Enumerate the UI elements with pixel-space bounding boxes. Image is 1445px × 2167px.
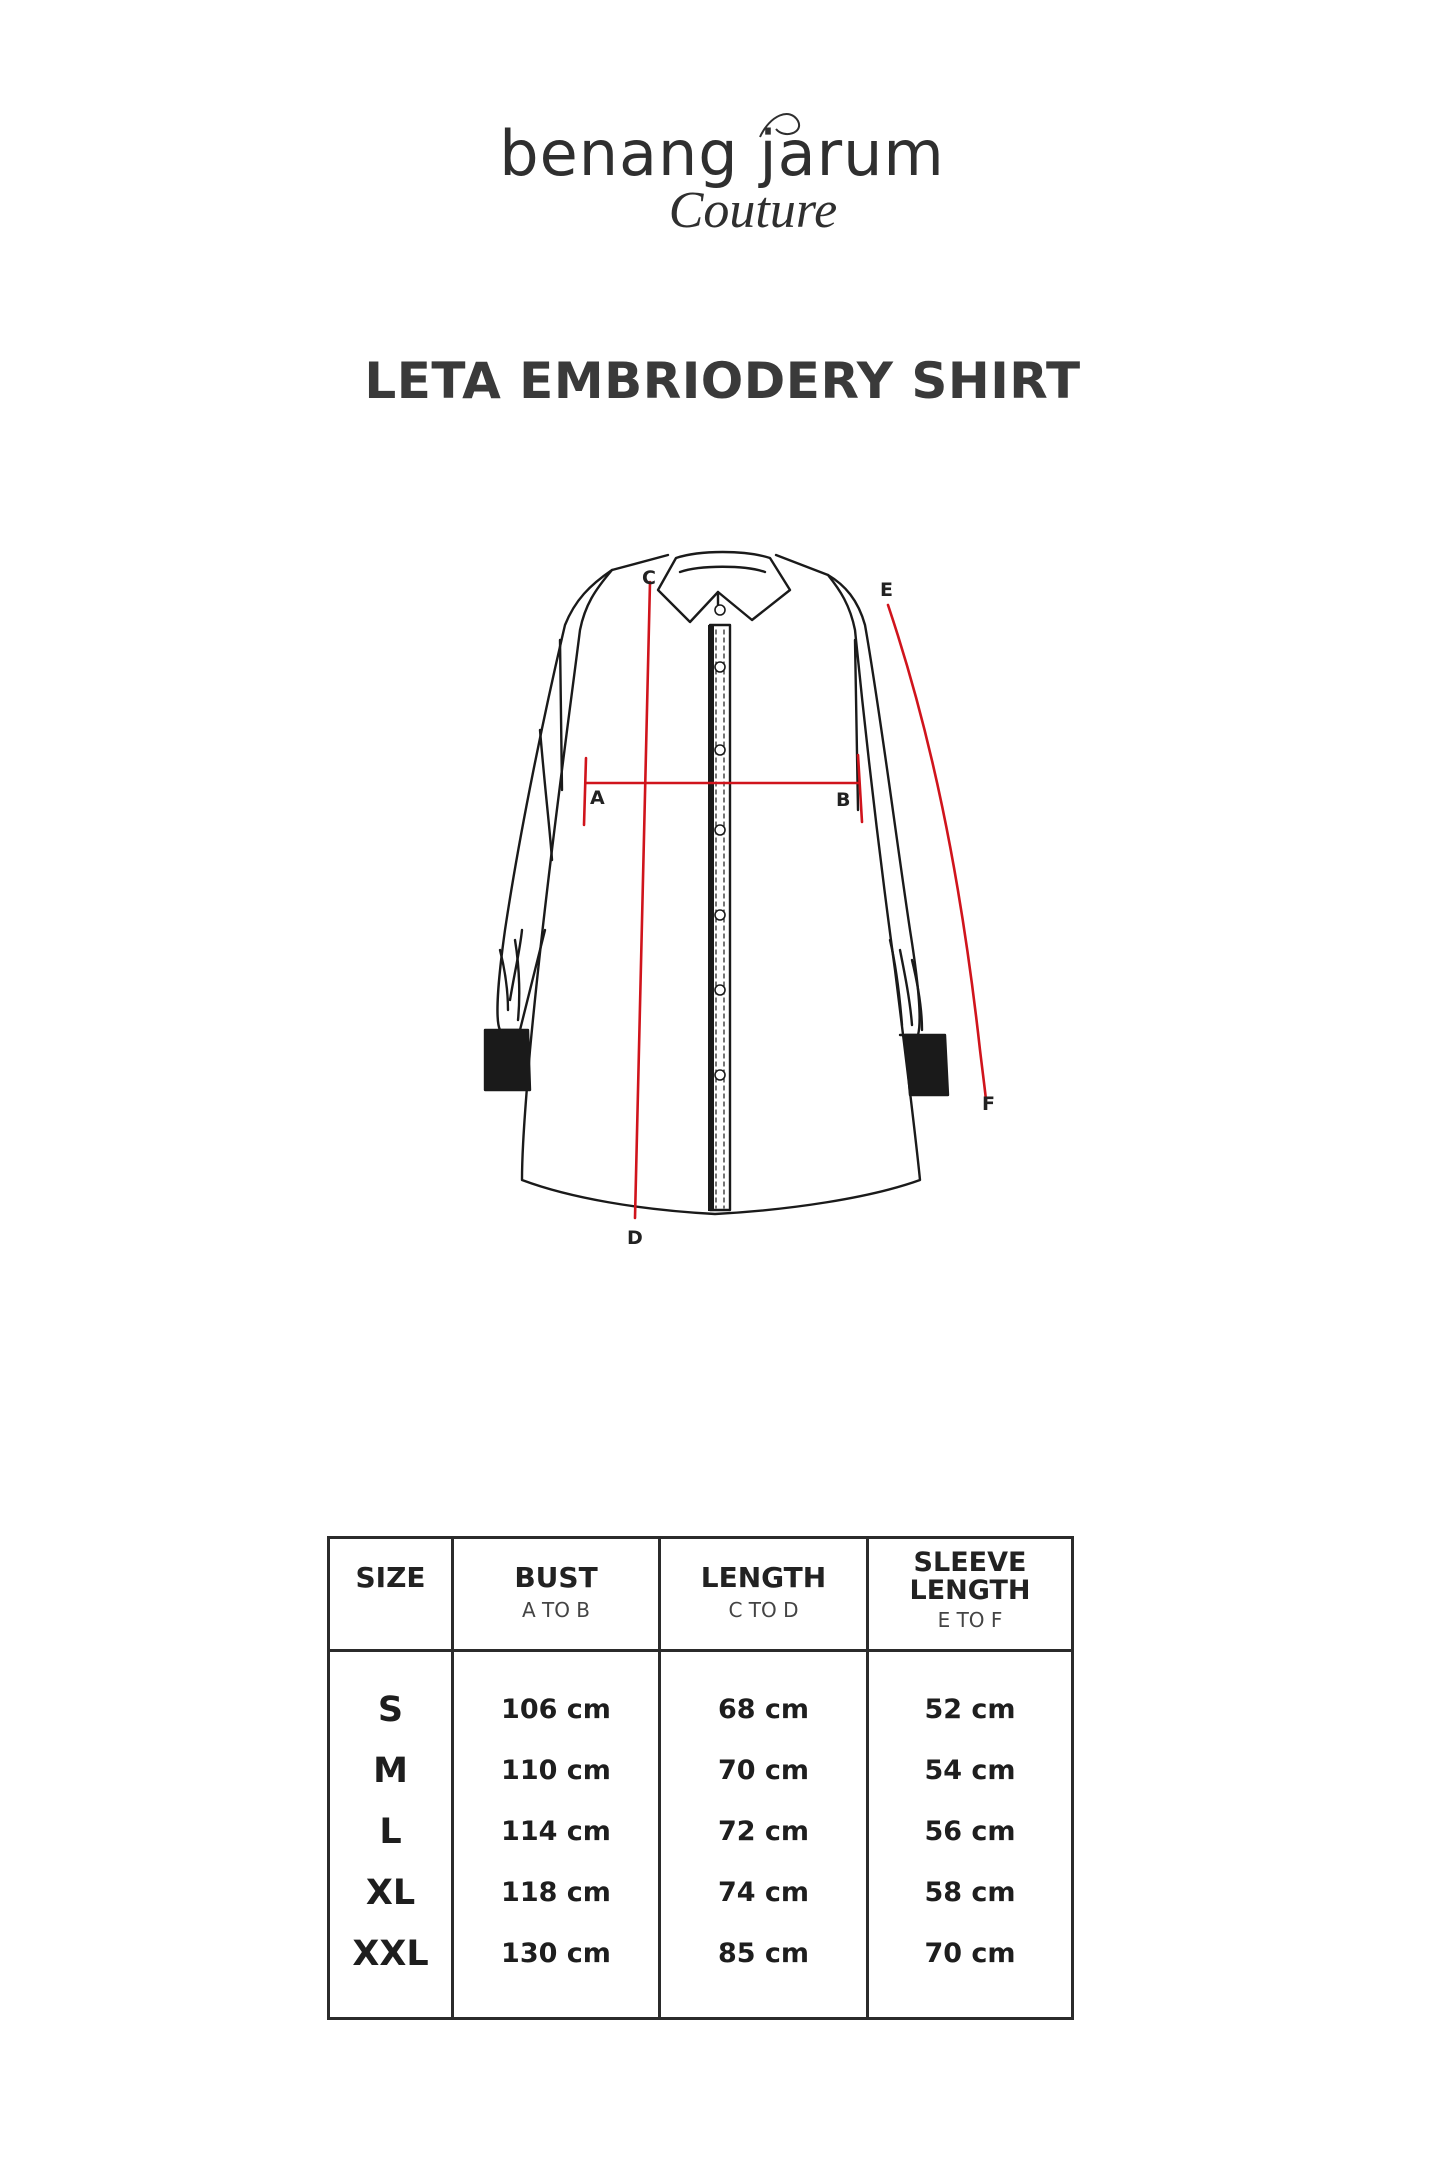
point-label-a: A — [590, 787, 605, 809]
point-label-b: B — [836, 789, 851, 811]
size-cell: M — [373, 1750, 408, 1791]
sleeve-cell: 58 cm — [924, 1877, 1016, 1908]
size-cell: S — [377, 1689, 404, 1730]
point-label-f: F — [982, 1093, 995, 1115]
measure-lines — [584, 582, 986, 1218]
header-bust-label: BUST — [514, 1561, 598, 1594]
header-size-label: SIZE — [355, 1561, 426, 1594]
size-cell: XXL — [352, 1933, 429, 1974]
header-sleeve-sub: E TO F — [937, 1607, 1003, 1632]
table-header-divider — [330, 1649, 1071, 1652]
bust-column — [454, 1679, 658, 1984]
size-chart-table — [327, 1536, 1074, 2020]
bust-cell: 114 cm — [501, 1816, 611, 1847]
size-cell: XL — [365, 1872, 416, 1913]
size-cell: L — [379, 1811, 402, 1852]
length-cell: 74 cm — [717, 1877, 810, 1908]
logo-sub-text: Couture — [668, 182, 838, 239]
header-length-label: LENGTH — [700, 1561, 827, 1594]
header-bust-sub: A TO B — [521, 1598, 591, 1623]
sleeve-cell: 54 cm — [924, 1755, 1016, 1786]
header-sleeve-label-2: LENGTH — [909, 1575, 1031, 1607]
shirt-measurement-diagram — [0, 530, 1445, 1270]
size-column — [330, 1679, 451, 1984]
point-label-d: D — [627, 1227, 643, 1249]
header-size — [330, 1539, 451, 1649]
brand-logo — [0, 95, 1445, 245]
measure-line-c-d — [635, 582, 650, 1218]
header-length — [661, 1539, 866, 1649]
length-column — [661, 1679, 866, 1984]
length-cell: 72 cm — [717, 1816, 810, 1847]
point-label-e: E — [880, 579, 893, 601]
shirt-outline — [522, 555, 920, 1214]
left-cuff — [485, 1030, 530, 1090]
sleeve-cell: 70 cm — [924, 1938, 1016, 1969]
bust-cell: 110 cm — [501, 1755, 611, 1786]
table-row — [378, 1679, 403, 1740]
sleeve-column — [869, 1679, 1071, 1984]
bust-cell: 106 cm — [501, 1694, 611, 1725]
bust-cell: 130 cm — [501, 1938, 611, 1969]
header-length-sub: C TO D — [728, 1598, 799, 1623]
header-bust — [454, 1539, 658, 1649]
point-label-c: C — [642, 567, 656, 589]
length-cell: 70 cm — [717, 1755, 810, 1786]
sleeve-cell: 52 cm — [924, 1694, 1016, 1725]
length-cell: 85 cm — [717, 1938, 810, 1969]
logo-main-text: benang jarum — [499, 117, 945, 190]
sleeve-cell: 56 cm — [924, 1816, 1016, 1847]
right-cuff — [905, 1035, 948, 1095]
header-sleeve-length — [869, 1539, 1071, 1649]
table-row — [373, 1740, 408, 1801]
length-cell: 68 cm — [717, 1694, 810, 1725]
table-row — [379, 1801, 401, 1862]
product-title: LETA EMBRIODERY SHIRT — [364, 352, 1081, 410]
header-sleeve-label-1: SLEEVE — [913, 1547, 1027, 1578]
table-row — [352, 1923, 428, 1984]
bust-cell: 118 cm — [501, 1877, 611, 1908]
table-row — [366, 1862, 415, 1923]
